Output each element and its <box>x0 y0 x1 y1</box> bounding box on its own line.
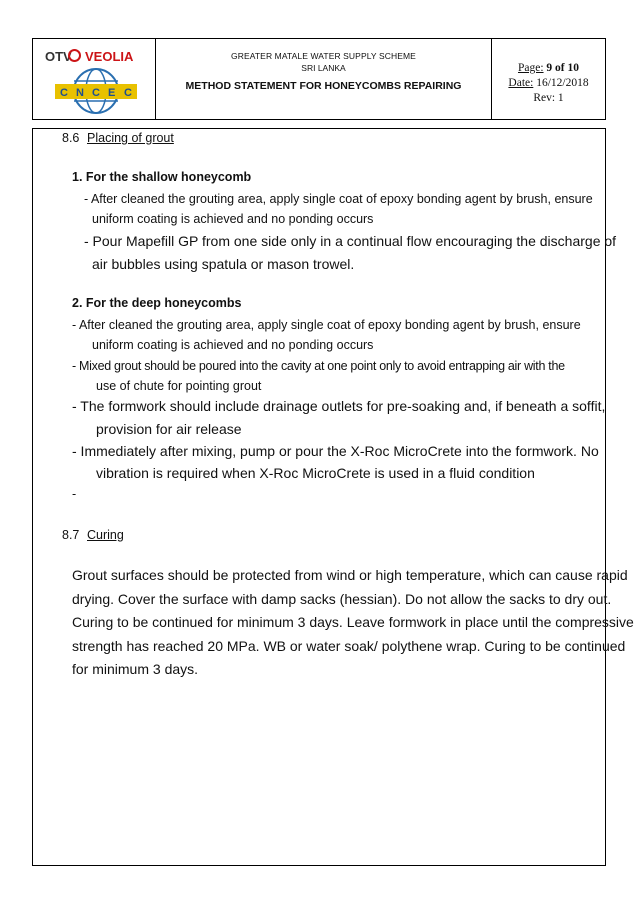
paragraph-line: drying. Cover the surface with damp sacks (hessian). Do not allow the sacks to dry out. <box>72 591 612 607</box>
paragraph-line: strength has reached 20 MPa. WB or water soak/ polythene wrap. Curing to be continued <box>72 638 626 654</box>
bullet-text: air bubbles using spatula or mason trowel. <box>92 256 355 272</box>
revision: Rev: 1 <box>533 92 564 104</box>
scheme-name: GREATER MATALE WATER SUPPLY SCHEME <box>231 51 416 61</box>
page-label: Page: <box>517 62 544 74</box>
cncec-letter: C <box>92 87 100 99</box>
bullet-text: uniform coating is achieved and no ponding occurs <box>92 212 374 226</box>
bullet-text: - Mixed grout should be poured into the cavity at one point only to avoid entrapping air with the <box>72 359 565 373</box>
bullet-text: uniform coating is achieved and no ponding occurs <box>92 338 374 352</box>
paragraph-line: for minimum 3 days. <box>72 661 199 677</box>
bullet-text: - After cleaned the grouting area, apply single coat of epoxy bonding agent by brush, ensure <box>84 192 593 206</box>
paragraph-line: Grout surfaces should be protected from wind or high temperature, which can cause rapid <box>72 567 628 583</box>
subsection-title: 1. For the shallow honeycomb <box>72 170 252 184</box>
bullet-text: - Pour Mapefill GP from one side only in a continual flow encouraging the discharge of <box>84 233 617 249</box>
date-label: Date: <box>508 77 534 89</box>
logo-cell <box>33 39 156 119</box>
date-info <box>508 76 588 91</box>
cncec-letter: E <box>108 87 116 99</box>
page-value: 9 of 10 <box>546 62 580 74</box>
meta-cell <box>492 39 605 119</box>
date-value: 16/12/2018 <box>536 77 589 89</box>
bullet-text: - <box>72 487 77 501</box>
veolia-logo-text: VEOLIA <box>85 49 134 64</box>
section-number: 8.7 <box>62 528 80 542</box>
document-title: METHOD STATEMENT FOR HONEYCOMBS REPAIRING <box>185 80 462 92</box>
document-header <box>32 38 606 120</box>
bullet-text: use of chute for pointing grout <box>96 379 262 393</box>
bullet-text: - Immediately after mixing, pump or pour the X-Roc MicroCrete into the formwork. No <box>72 443 599 459</box>
section-title: Curing <box>87 528 124 542</box>
bullet-text: - The formwork should include drainage outlets for pre-soaking and, if beneath a soffit, <box>72 398 606 414</box>
cncec-letter: C <box>124 87 132 99</box>
otv-logo-text: OTV <box>45 49 72 64</box>
paragraph-line: Curing to be continued for minimum 3 days. Leave formwork in place until the compressive <box>72 614 634 630</box>
section-title: Placing of grout <box>87 131 174 145</box>
bullet-text: provision for air release <box>96 421 242 437</box>
cncec-logo-icon <box>55 67 137 115</box>
section-number: 8.6 <box>62 131 80 145</box>
title-cell <box>156 39 492 119</box>
country: SRI LANKA <box>301 63 346 73</box>
cncec-letter: C <box>60 87 68 99</box>
page-info <box>518 61 579 76</box>
bullet-text: vibration is required when X-Roc MicroCrete is used in a fluid condition <box>96 465 535 481</box>
cncec-letter: N <box>76 87 84 99</box>
bullet-text: - After cleaned the grouting area, apply single coat of epoxy bonding agent by brush, ensure <box>72 318 581 332</box>
veolia-ring-icon <box>68 49 81 62</box>
subsection-title: 2. For the deep honeycombs <box>72 296 242 310</box>
